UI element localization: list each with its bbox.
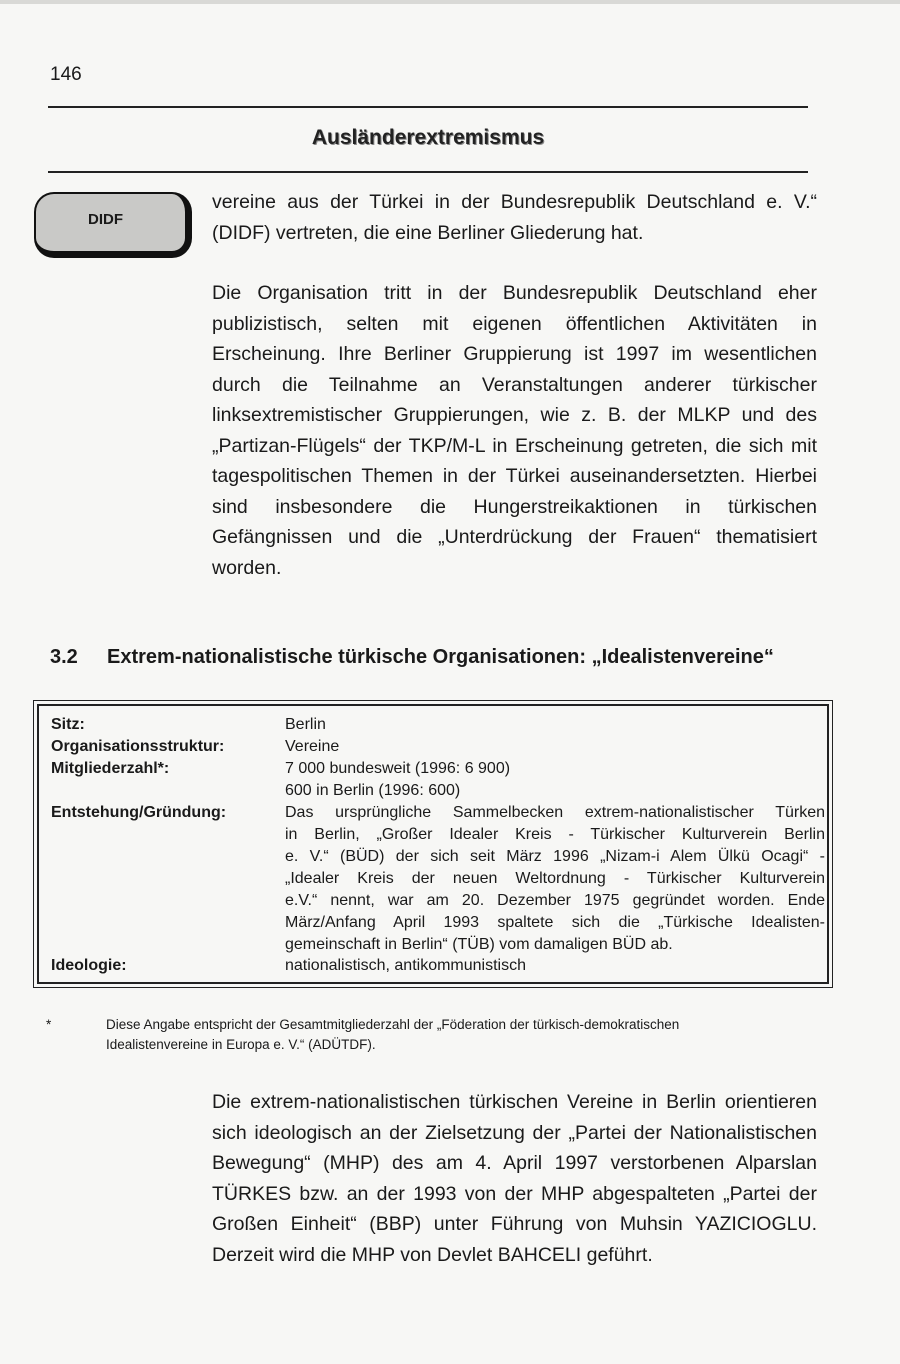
footnote-marker: *	[46, 1017, 52, 1032]
fact-box-inner-frame	[37, 704, 829, 984]
fact-label-gruendung: Entstehung/Gründung:	[51, 804, 227, 821]
header-rule-top	[48, 106, 808, 108]
fact-value-sitz: Berlin	[285, 716, 326, 733]
fact-value-struktur: Vereine	[285, 738, 340, 755]
fact-value-line: e.V.“ nennt, war am 20. Dezember 1975 gegründet worden. Ende	[285, 892, 825, 909]
running-header-title: Ausländerextremismus	[311, 126, 545, 149]
scan-top-edge	[0, 0, 900, 4]
section-title: Extrem-nationalistische türkische Organisationen: „Idealistenvereine“	[107, 646, 774, 668]
page-number: 146	[50, 64, 82, 85]
fact-value-gruendung	[285, 802, 825, 956]
fact-value-line: „Idealer Kreis der neuen Weltordnung - Türkischer Kulturverein	[285, 870, 825, 887]
footnote-line: Diese Angabe entspricht der Gesamtmitgliederzahl der „Föderation der türkisch-demokratischen	[106, 1017, 680, 1032]
paragraph-didf-continued: vereine aus der Türkei in der Bundesrepublik Deutschland e. V.“ (DIDF) vertreten, die eine Berliner Gliederung hat.	[212, 191, 817, 244]
fact-value-line: Das ursprüngliche Sammelbecken extrem-nationalistischer Türken	[285, 804, 825, 821]
fact-value-line: 7 000 bundesweit (1996: 6 900)	[285, 760, 511, 777]
fact-value-line: in Berlin, „Großer Idealer Kreis - Türkischer Kulturverein Berlin	[285, 826, 825, 843]
marginal-tag	[34, 192, 192, 258]
footnote-text	[106, 1015, 826, 1055]
fact-label-mitglieder: Mitgliederzahl*:	[51, 760, 170, 777]
fact-label-struktur: Organisationsstruktur:	[51, 738, 225, 755]
footnote-line: Idealistenvereine in Europa e. V.“ (ADÜTDF).	[106, 1037, 376, 1052]
section-heading	[50, 646, 774, 669]
paragraph-mhp: Die extrem-nationalistischen türkischen Vereine in Berlin orientieren sich ideologisch an der Zielsetzung der „Partei der Nationalistischen Bewegung“ (MHP) des am 4. April 1997 verstorbenen Alparslan TÜRKES bzw. an der 1993 von der MHP abgespalteten „Partei der Großen Einheit“ (BBP) unter Führung von Muhsin YAZICIOGLU. Derzeit wird die MHP von Devlet BAHCELI geführt.	[212, 1091, 817, 1266]
fact-box	[33, 700, 833, 988]
fact-value-mitglieder	[285, 758, 825, 802]
fact-value-line: 600 in Berlin (1996: 600)	[285, 782, 461, 799]
section-number: 3.2	[50, 646, 78, 668]
header-rule-bottom	[48, 171, 808, 173]
fact-value-ideologie: nationalistisch, antikommunistisch	[285, 957, 526, 974]
marginal-tag-label: DIDF	[88, 211, 123, 228]
fact-label-sitz: Sitz:	[51, 716, 85, 733]
paragraph-didf-activities: Die Organisation tritt in der Bundesrepublik Deutschland eher publizistisch, selten mit eigenen öffentlichen Aktivitäten in Erscheinung. Ihre Berliner Gruppierung ist 1997 im wesentlichen durch die Teilnahme an Veranstaltungen anderer türkischer linksextremistischer Gruppierungen, wie z. B. der MLKP und des „Partizan-Flügels“ der TKP/M-L in Erscheinung getreten, die sich mit tagespolitischen Themen in der Türkei auseinandersetzten. Hierbei sind insbesondere die Hungerstreikaktionen in türkischen Gefängnissen und die „Unterdrückung der Frauen“ thematisiert worden.	[212, 282, 817, 579]
fact-value-line: gemeinschaft in Berlin“ (TÜB) vom damaligen BÜD ab.	[285, 936, 673, 953]
fact-value-line: e. V.“ (BÜD) der sich seit März 1996 „Nizam-i Alem Ülkü Ocagi“ -	[285, 848, 825, 865]
fact-label-ideologie: Ideologie:	[51, 957, 127, 974]
fact-value-line: März/Anfang April 1993 spaltete sich die „Türkische Idealisten-	[285, 914, 825, 931]
